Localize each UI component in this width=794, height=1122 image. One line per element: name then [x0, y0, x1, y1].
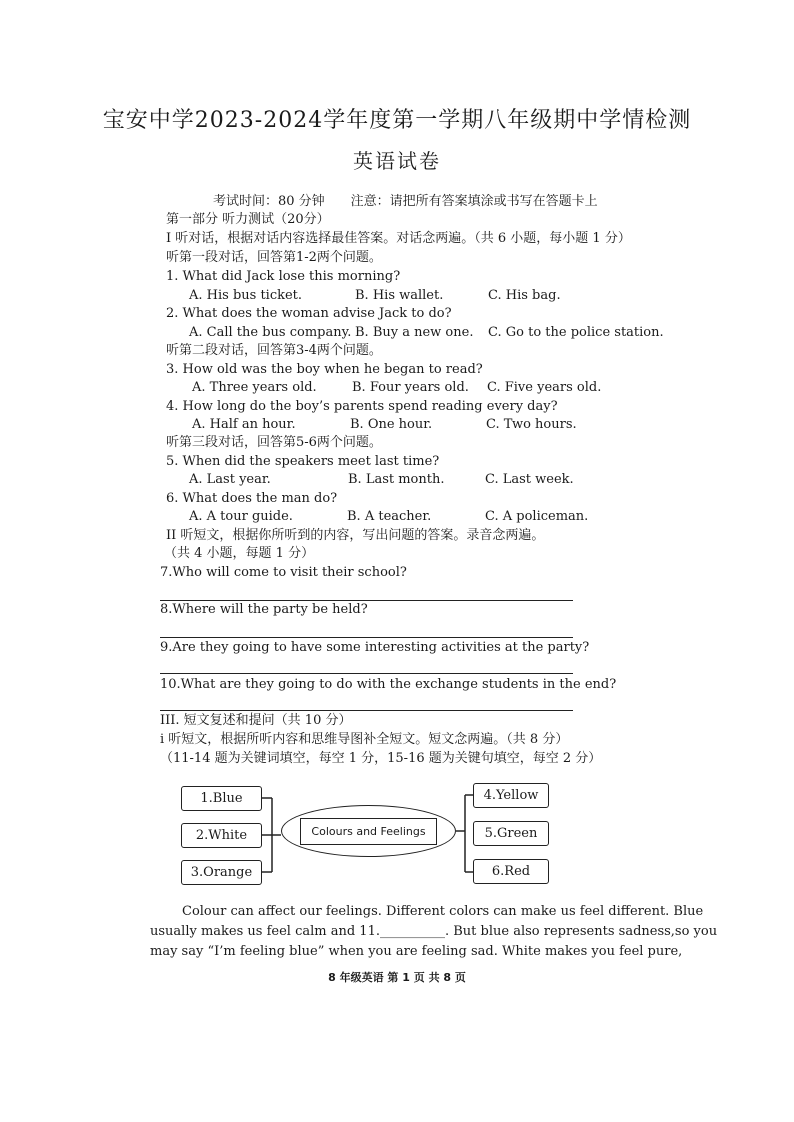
- passage-line-1: Colour can affect our feelings. Different colors can make us feel different. Blue: [182, 904, 704, 919]
- q3-option-a: A. Three years old.: [192, 380, 317, 395]
- mindmap-node-green: 5.Green: [473, 821, 549, 846]
- section2-instruction: II 听短文，根据你所听到的内容，写出问题的答案。录音念两遍。: [166, 528, 545, 543]
- q1-option-c: C. His bag.: [488, 288, 561, 303]
- q2-option-b: B. Buy a new one.: [355, 325, 474, 340]
- answer-line-10[interactable]: [160, 710, 573, 711]
- question-7: 7.Who will come to visit their school?: [160, 565, 407, 580]
- question-4: 4. How long do the boy’s parents spend reading every day?: [166, 399, 558, 414]
- question-2: 2. What does the woman advise Jack to do?: [166, 306, 452, 321]
- answer-line-9[interactable]: [160, 673, 573, 674]
- q6-option-a: A. A tour guide.: [189, 509, 293, 524]
- exam-subtitle: 英语试卷: [353, 149, 441, 173]
- q2-option-a: A. Call the bus company.: [189, 325, 352, 340]
- question-3: 3. How old was the boy when he began to read?: [166, 362, 483, 377]
- mindmap-node-blue: 1.Blue: [181, 786, 262, 811]
- exam-info: 考试时间：80 分钟 注意：请把所有答案填涂或书写在答题卡上: [213, 194, 598, 209]
- q2-option-c: C. Go to the police station.: [488, 325, 664, 340]
- q1-option-b: B. His wallet.: [355, 288, 444, 303]
- q4-option-b: B. One hour.: [350, 417, 433, 432]
- q6-option-c: C. A policeman.: [485, 509, 589, 524]
- q5-option-c: C. Last week.: [485, 472, 574, 487]
- exam-title: 宝安中学2023-2024学年度第一学期八年级期中学情检测: [102, 108, 692, 133]
- answer-line-8[interactable]: [160, 637, 573, 638]
- q5-option-b: B. Last month.: [348, 472, 445, 487]
- q5-option-a: A. Last year.: [189, 472, 271, 487]
- section3-instruction: i 听短文，根据所听内容和思维导图补全短文。短文念两遍。（共 8 分）: [160, 732, 569, 747]
- question-8: 8.Where will the party be held?: [160, 602, 368, 617]
- question-5: 5. When did the speakers meet last time?: [166, 454, 440, 469]
- q1-option-a: A. His bus ticket.: [189, 288, 303, 303]
- mindmap-node-yellow: 4.Yellow: [473, 783, 549, 808]
- mindmap-node-white: 2.White: [181, 823, 262, 848]
- q4-option-c: C. Two hours.: [486, 417, 577, 432]
- dialog2-note: 听第二段对话，回答第3-4两个问题。: [166, 343, 382, 358]
- question-6: 6. What does the man do?: [166, 491, 338, 506]
- passage-line-3: may say “I’m feeling blue” when you are feeling sad. White makes you feel pure,: [150, 944, 683, 959]
- q3-option-b: B. Four years old.: [352, 380, 469, 395]
- mindmap-center-ellipse: [281, 805, 456, 857]
- dialog3-note: 听第三段对话，回答第5-6两个问题。: [166, 435, 382, 450]
- question-9: 9.Are they going to have some interesting activities at the party?: [160, 640, 590, 655]
- section1-instruction: I 听对话，根据对话内容选择最佳答案。对话念两遍。（共 6 小题，每小题 1 分）: [166, 231, 631, 246]
- mindmap-node-red: 6.Red: [473, 859, 549, 884]
- question-1: 1. What did Jack lose this morning?: [166, 269, 401, 284]
- dialog1-note: 听第一段对话，回答第1-2两个问题。: [166, 250, 382, 265]
- q3-option-c: C. Five years old.: [487, 380, 602, 395]
- page-footer: 8 年级英语 第 1 页 共 8 页: [328, 971, 466, 984]
- question-10: 10.What are they going to do with the exchange students in the end?: [160, 677, 617, 692]
- passage-line-2: usually makes us feel calm and 11.__________. But blue also represents sadness,so you: [150, 924, 718, 939]
- section3-heading: III. 短文复述和提问（共 10 分）: [160, 713, 352, 728]
- mindmap-center-label: Colours and Feelings: [300, 818, 436, 845]
- part1-heading: 第一部分 听力测试（20分）: [166, 212, 330, 227]
- q4-option-a: A. Half an hour.: [192, 417, 296, 432]
- q6-option-b: B. A teacher.: [347, 509, 432, 524]
- mindmap-node-orange: 3.Orange: [181, 860, 262, 885]
- section2-instruction-2: （共 4 小题，每题 1 分）: [164, 546, 315, 561]
- section3-instruction-2: （11-14 题为关键词填空，每空 1 分，15-16 题为关键句填空，每空 2 分）: [160, 751, 602, 766]
